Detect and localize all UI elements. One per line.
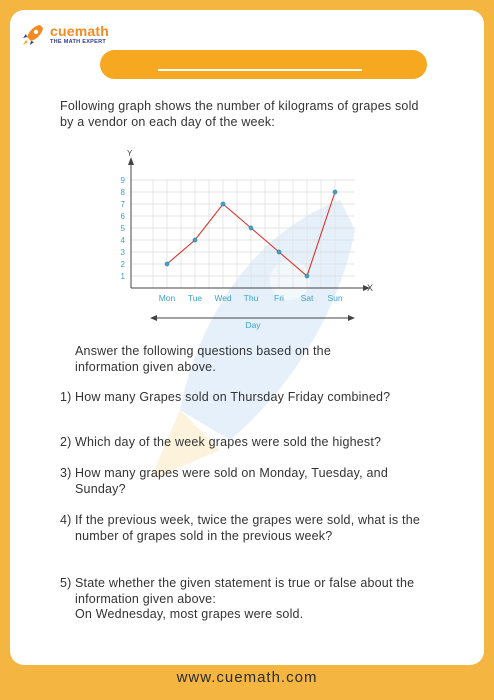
question-text: How many Grapes sold on Thursday Friday combined? — [75, 390, 391, 404]
rocket-icon — [20, 22, 46, 48]
question-item — [60, 513, 440, 544]
x-tick-label: Thu — [243, 293, 259, 303]
y-tick-label: 9 — [120, 176, 125, 185]
y-tick-label: 6 — [120, 212, 125, 221]
data-point — [249, 226, 253, 230]
y-tick-label: 4 — [120, 236, 125, 245]
question-statement: On Wednesday, most grapes were sold. — [75, 607, 304, 621]
y-tick-label: 5 — [120, 224, 125, 233]
day-arrow-right — [348, 315, 355, 321]
x-axis-label: Day — [245, 320, 261, 330]
x-tick-label: Sun — [327, 293, 343, 303]
answer-intro: Answer the following questions based on the information given above. — [75, 344, 331, 374]
question-text: How many grapes were sold on Monday, Tuesday, and Sunday? — [75, 466, 388, 496]
y-axis-arrow — [128, 157, 134, 165]
y-axis-name: Y — [127, 149, 133, 158]
question-text: If the previous week, twice the grapes were sold, what is the number of grapes sold in the previous week? — [75, 513, 421, 543]
question-item — [60, 576, 440, 623]
brand-name: cuemath — [50, 23, 109, 40]
y-tick-label: 3 — [120, 248, 125, 257]
brand-tagline: THE MATH EXPERT — [50, 39, 107, 46]
x-tick-label: Fri — [274, 293, 284, 303]
data-point — [165, 262, 169, 266]
intro-text: Following graph shows the number of kilograms of grapes sold by a vendor on each day of the week: — [60, 99, 419, 129]
x-tick-label: Sat — [300, 293, 314, 303]
y-tick-label: 2 — [120, 260, 125, 269]
name-line — [158, 69, 362, 71]
x-axis-name: X — [366, 283, 373, 293]
question-item — [60, 390, 440, 406]
question-item — [60, 466, 440, 497]
data-point — [193, 238, 197, 242]
question-number: 2) — [60, 435, 72, 449]
data-point — [305, 274, 309, 278]
title-banner — [100, 50, 427, 79]
x-tick-label: Mon — [158, 293, 176, 303]
footer-url[interactable]: www.cuemath.com — [176, 669, 318, 686]
cuemath-logo[interactable] — [20, 22, 109, 48]
data-point — [221, 202, 225, 206]
line-chart — [115, 145, 375, 330]
question-number: 1) — [60, 390, 72, 404]
y-tick-label: 1 — [120, 272, 125, 281]
data-point — [333, 190, 337, 194]
x-tick-label: Tue — [187, 293, 203, 303]
question-text: Which day of the week grapes were sold the highest? — [75, 435, 382, 449]
question-number: 5) — [60, 576, 72, 590]
worksheet-page — [10, 10, 484, 665]
y-tick-label: 7 — [120, 200, 125, 209]
question-text: State whether the given statement is true or false about the information given above: — [75, 576, 415, 606]
day-arrow-left — [150, 315, 157, 321]
y-tick-label: 8 — [120, 188, 125, 197]
question-number: 4) — [60, 513, 72, 527]
data-point — [277, 250, 281, 254]
question-number: 3) — [60, 466, 72, 480]
x-tick-label: Wed — [214, 293, 232, 303]
question-item — [60, 435, 440, 451]
